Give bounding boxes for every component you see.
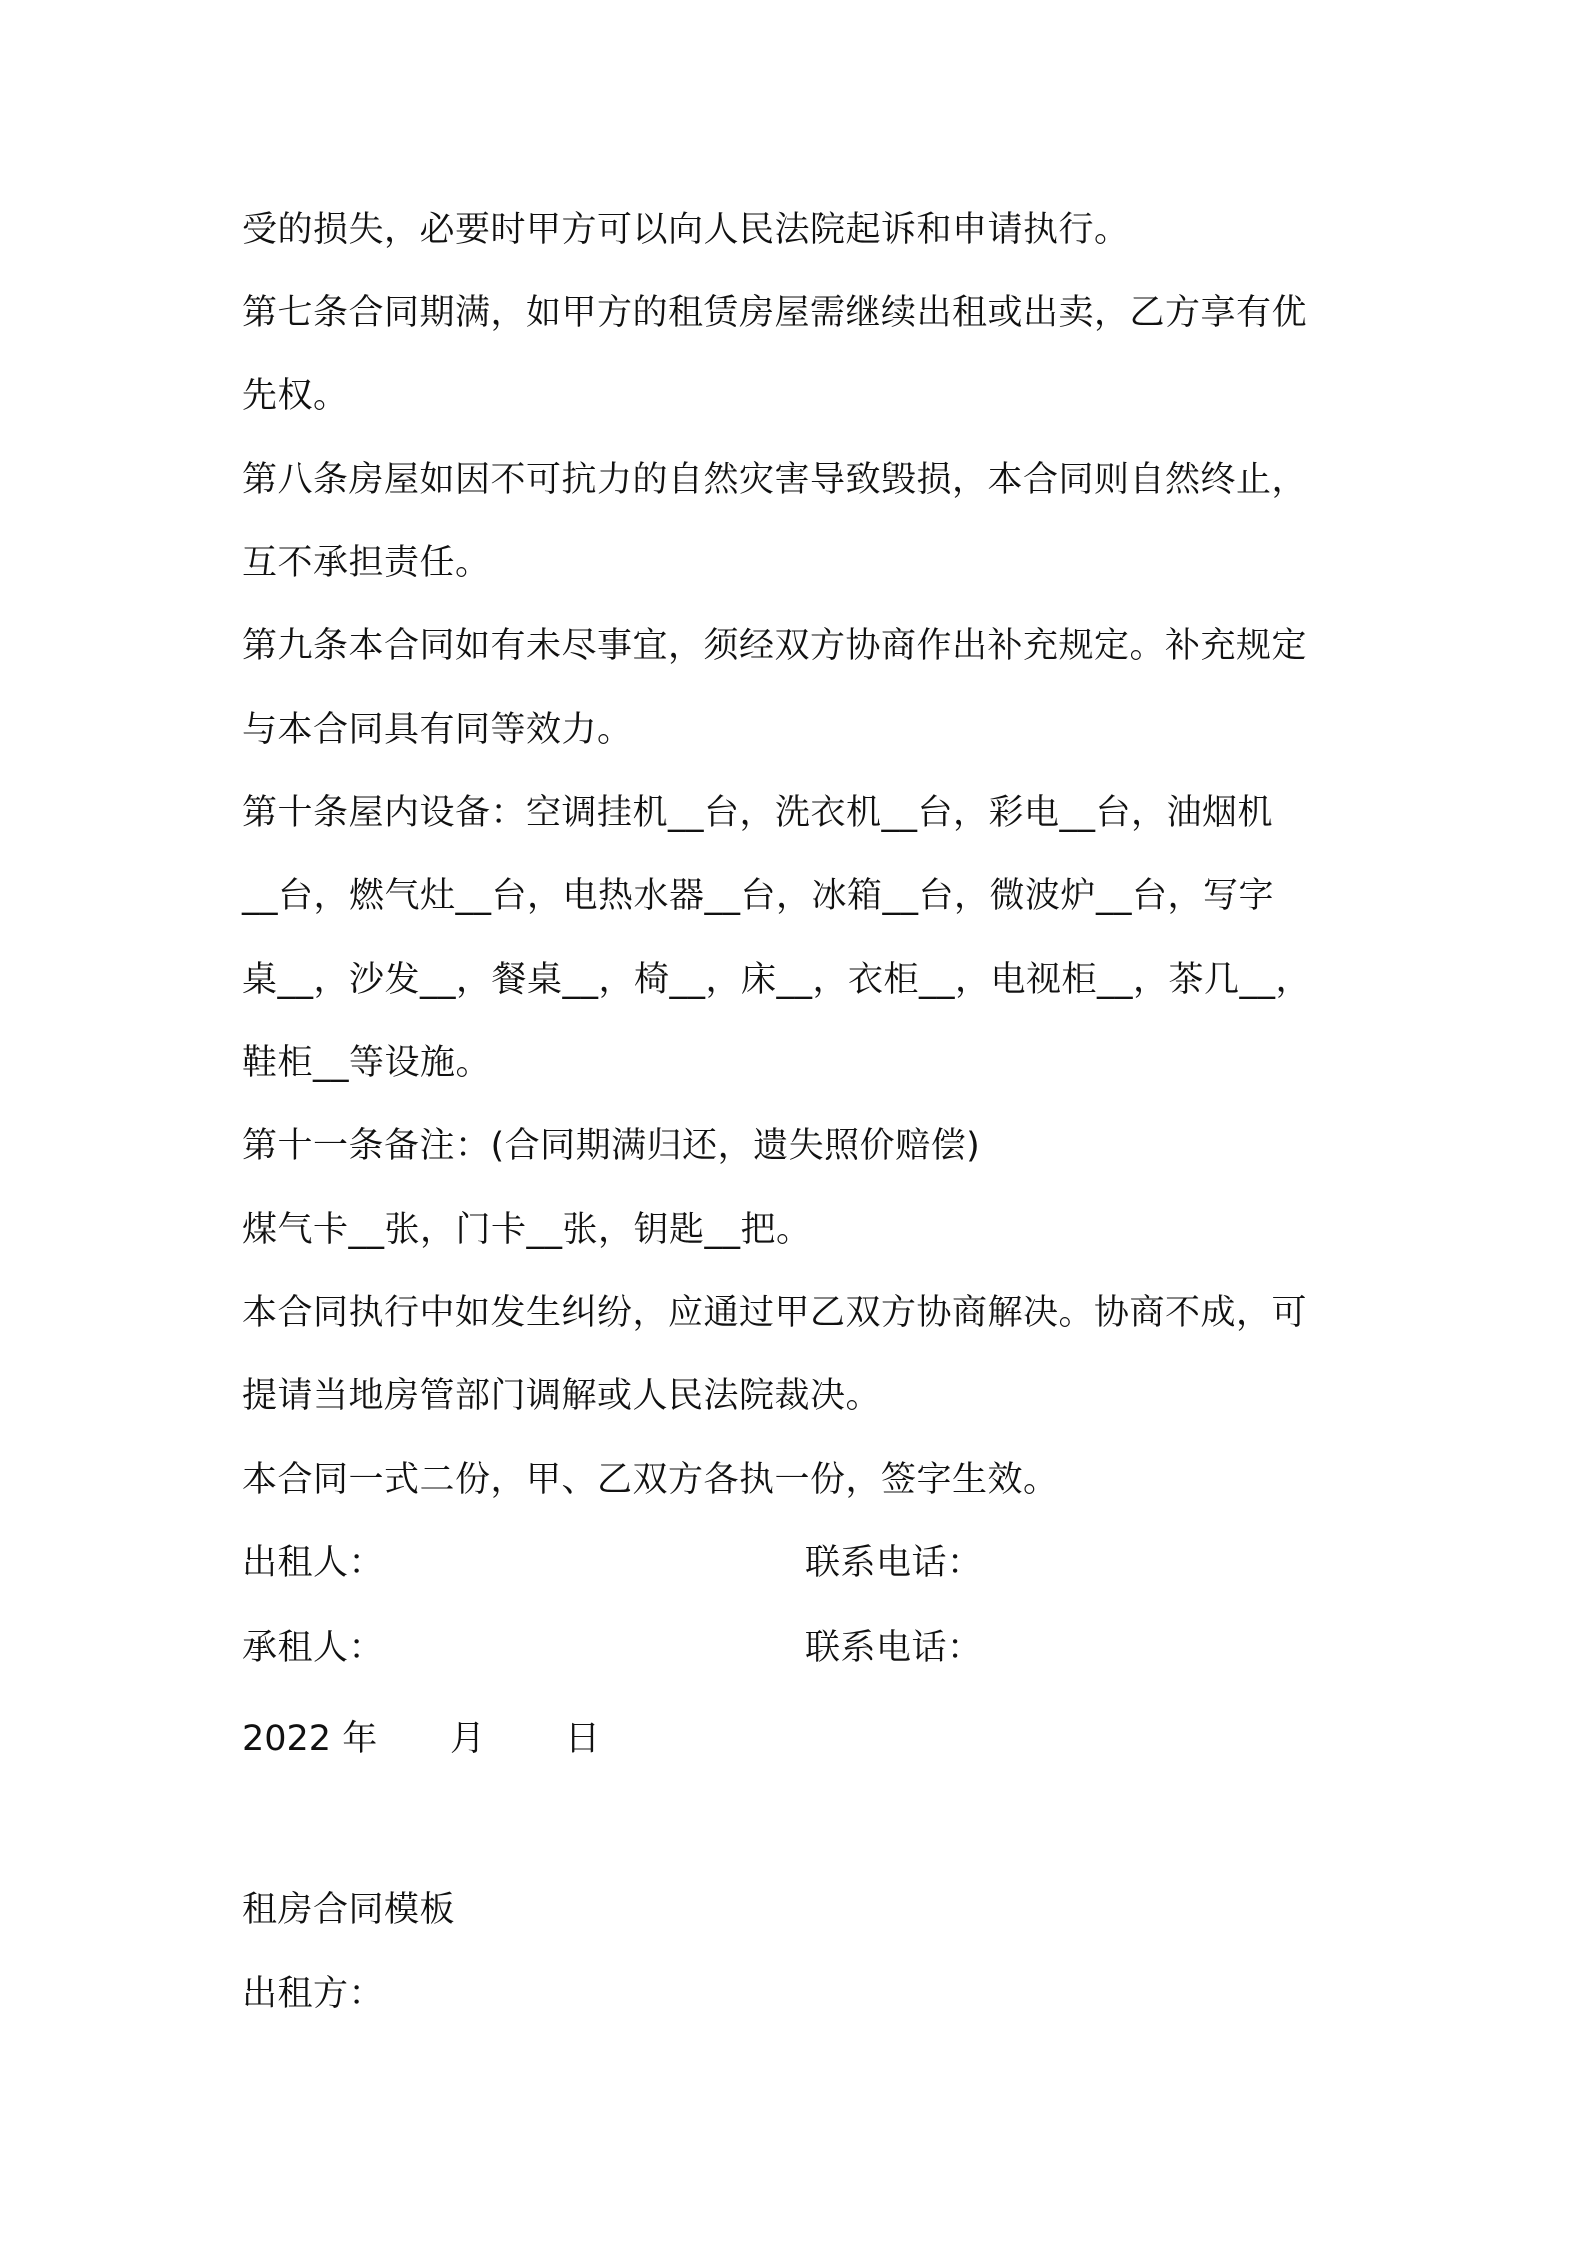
clause-7-line-1: 第七条合同期满，如甲方的租赁房屋需继续出租或出卖，乙方享有优 (242, 293, 1308, 333)
date-day: 日 (565, 1719, 601, 1759)
clause-9-line-1: 第九条本合同如有未尽事宜，须经双方协商作出补充规定。补充规定 (242, 626, 1308, 666)
next-section-title: 租房合同模板 (242, 1890, 456, 1930)
lessee-phone-label: 联系电话： (805, 1628, 983, 1668)
lessor-label: 出租人： (242, 1543, 385, 1583)
lessor-phone-label: 联系电话： (805, 1543, 983, 1583)
dispute-line-2: 提请当地房管部门调解或人民法院裁决。 (242, 1376, 882, 1416)
clause-10-line-1: 第十条屋内设备：空调挂机__台，洗衣机__台，彩电__台，油烟机 (242, 793, 1274, 833)
clause-7-line-2: 先权。 (242, 376, 349, 416)
clause-10-line-2: __台，燃气灶__台，电热水器__台，冰箱__台，微波炉__台，写字 (242, 876, 1275, 916)
clause-8-line-1: 第八条房屋如因不可抗力的自然灾害导致毁损，本合同则自然终止， (242, 460, 1308, 500)
lessee-label: 承租人： (242, 1628, 385, 1668)
clause-10-line-4: 鞋柜__等设施。 (242, 1043, 492, 1083)
date-month: 月 (450, 1719, 486, 1759)
clause-11-line-2: 煤气卡__张，门卡__张，钥匙__把。 (242, 1210, 812, 1250)
paragraph-line: 受的损失，必要时甲方可以向人民法院起诉和申请执行。 (242, 210, 1130, 250)
next-section-party-label: 出租方： (242, 1974, 385, 2014)
copies-line: 本合同一式二份，甲、乙双方各执一份，签字生效。 (242, 1460, 1059, 1500)
date-year: 2022 年 (242, 1719, 378, 1759)
clause-8-line-2: 互不承担责任。 (242, 543, 491, 583)
clause-11-line-1: 第十一条备注：(合同期满归还，遗失照价赔偿) (242, 1126, 981, 1166)
clause-10-line-3: 桌__，沙发__，餐桌__，椅__，床__，衣柜__，电视柜__，茶几__， (242, 960, 1312, 1000)
clause-9-line-2: 与本合同具有同等效力。 (242, 710, 633, 750)
dispute-line-1: 本合同执行中如发生纠纷，应通过甲乙双方协商解决。协商不成，可 (242, 1293, 1308, 1333)
